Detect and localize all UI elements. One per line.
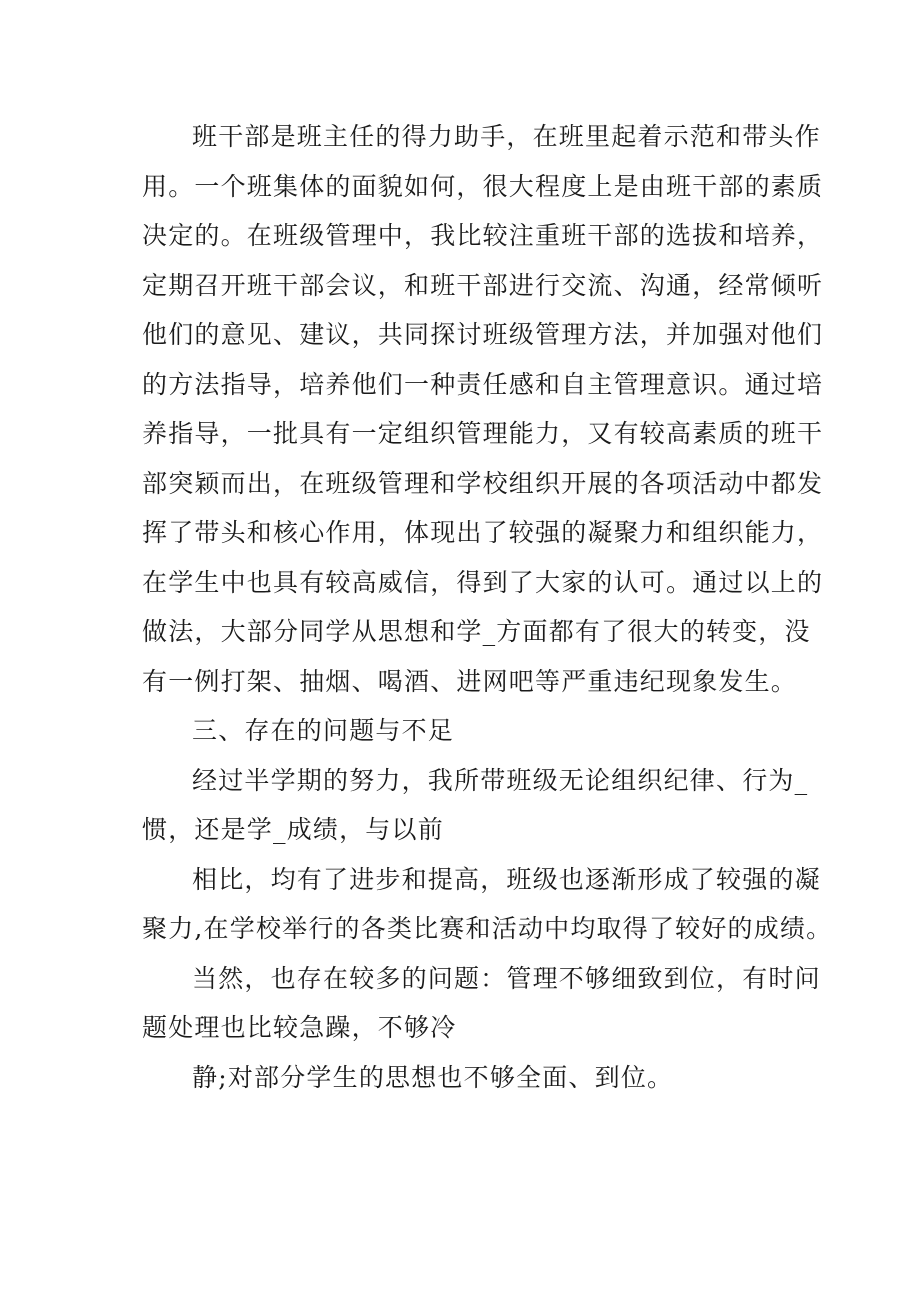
text-line: 部突颖而出，在班级管理和学校组织开展的各项活动中都发 <box>142 468 824 498</box>
text-line: 题处理也比较急躁，不够冷 <box>142 1013 457 1042</box>
text-line: 挥了带头和核心作用，体现出了较强的凝聚力和组织能力， <box>142 518 824 547</box>
text-line: 有一例打架、抽烟、喝酒、进网吧等严重违纪现象发生。 <box>142 666 798 696</box>
text-line: 养指导，一批具有一定组织管理能力，又有较高素质的班干 <box>142 419 824 448</box>
body-text <box>142 112 833 1102</box>
text-line: 定期召开班干部会议，和班干部进行交流、沟通，经常倾听 <box>142 270 824 300</box>
text-line: 经过半学期的努力，我所带班级无论组织纪律、行为_ <box>192 765 809 795</box>
text-line: 的方法指导，培养他们一种责任感和自主管理意识。通过培 <box>142 369 824 399</box>
text-line: 班干部是班主任的得力助手，在班里起着示范和带头作 <box>192 122 821 151</box>
text-line: 当然，也存在较多的问题：管理不够细致到位，有时问 <box>192 963 821 993</box>
text-line: 做法，大部分同学从思想和学_方面都有了很大的转变，没 <box>142 617 811 646</box>
text-line: 在学生中也具有较高威信，得到了大家的认可。通过以上的 <box>142 567 824 597</box>
text-line: 他们的意见、建议，共同探讨班级管理方法，并加强对他们 <box>142 320 824 349</box>
text-line: 静;对部分学生的思想也不够全面、到位。 <box>192 1062 674 1092</box>
text-line: 三、存在的问题与不足 <box>192 716 455 745</box>
text-line: 聚力,在学校举行的各类比赛和活动中均取得了较好的成绩。 <box>142 914 833 943</box>
text-line: 惯，还是学_成绩，与以前 <box>142 815 444 844</box>
text-line: 相比，均有了进步和提高，班级也逐渐形成了较强的凝 <box>192 864 821 894</box>
text-line: 用。一个班集体的面貌如何，很大程度上是由班干部的素质 <box>142 171 824 201</box>
text-line: 决定的。在班级管理中，我比较注重班干部的选拔和培养， <box>142 221 824 250</box>
